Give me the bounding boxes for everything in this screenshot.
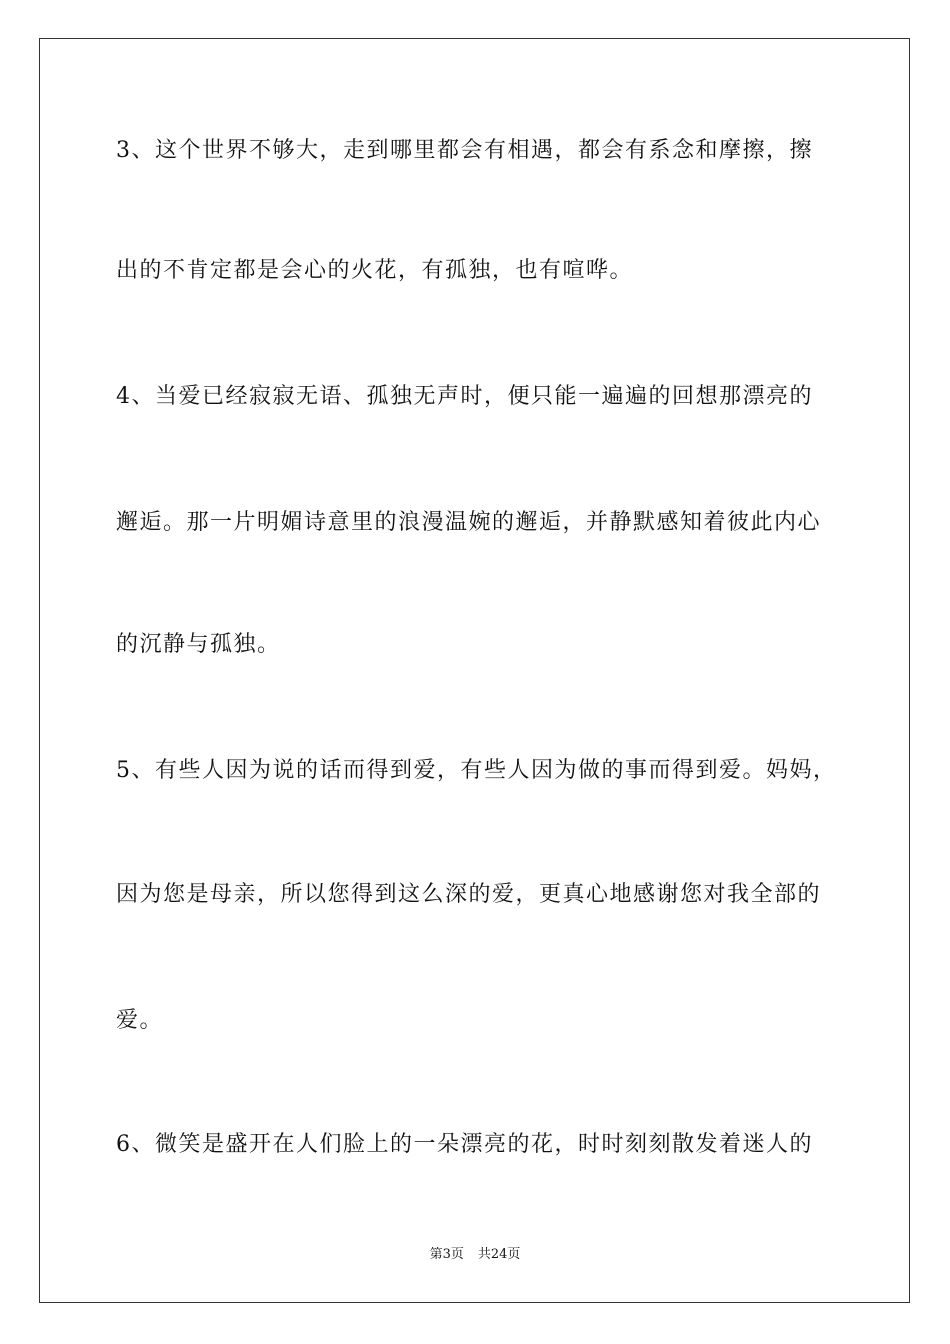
text-line: 6、微笑是盛开在人们脸上的一朵漂亮的花，时时刻刻散发着迷人的: [116, 1132, 813, 1157]
page-border: [39, 38, 910, 1303]
text-line: 4、当爱已经寂寂无语、孤独无声时，便只能一遍遍的回想那漂亮的: [116, 384, 813, 409]
text-line: 3、这个世界不够大，走到哪里都会有相遇，都会有系念和摩擦，擦: [116, 138, 813, 163]
text-line: 因为您是母亲，所以您得到这么深的爱，更真心地感谢您对我全部的: [116, 882, 822, 907]
page-number: 第3页: [429, 1247, 464, 1262]
text-line: 5、有些人因为说的话而得到爱，有些人因为做的事而得到爱。妈妈，: [116, 758, 837, 783]
page-footer: [0, 1246, 950, 1264]
page-total: 共24页: [477, 1247, 521, 1262]
text-line: 爱。: [116, 1008, 164, 1033]
text-line: 邂逅。那一片明媚诗意里的浪漫温婉的邂逅，并静默感知着彼此内心: [116, 510, 822, 535]
text-line: 的沉静与孤独。: [116, 632, 281, 657]
text-line: 出的不肯定都是会心的火花，有孤独，也有喧哗。: [116, 258, 634, 283]
